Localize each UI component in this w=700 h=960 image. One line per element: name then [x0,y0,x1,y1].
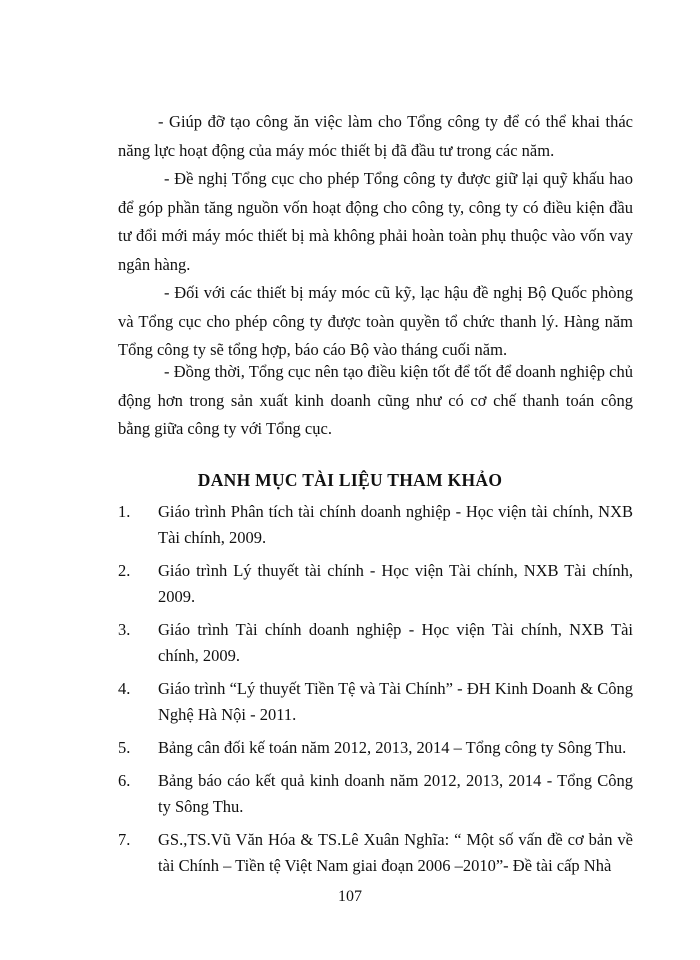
reference-number: 3. [118,620,131,639]
paragraph-job-creation: - Giúp đỡ tạo công ăn việc làm cho Tổng công ty để có thể khai thác năng lực hoạt động của máy móc thiết bị đã đầu tư trong các năm. [118,112,633,160]
reference-item [118,558,633,610]
reference-item [118,768,633,820]
paragraph-equipment-liquidation: - Đối với các thiết bị máy móc cũ kỹ, lạc hậu đề nghị Bộ Quốc phòng và Tổng cục cho phép công ty được toàn quyền tổ chức thanh lý. Hàng năm Tổng công ty sẽ tổng hợp, báo cáo Bộ vào tháng cuối năm. [118,283,633,360]
reference-item [118,735,633,761]
reference-number: 5. [118,738,131,757]
reference-list [118,499,633,886]
reference-item [118,499,633,551]
reference-text: Bảng báo cáo kết quả kinh doanh năm 2012, 2013, 2014 - Tổng Công ty Sông Thu. [158,771,633,816]
paragraph-depreciation-fund: - Đề nghị Tổng cục cho phép Tổng công ty được giữ lại quỹ khấu hao để góp phần tăng nguồn vốn hoạt động cho công ty, công ty có điều kiện đầu tư đổi mới máy móc thiết bị mà không phải hoàn toàn phụ thuộc vào vốn vay ngân hàng. [118,169,633,274]
reference-number: 2. [118,561,131,580]
reference-item [118,827,633,879]
reference-item [118,617,633,669]
references-heading: DANH MỤC TÀI LIỆU THAM KHẢO [197,470,503,490]
reference-number: 6. [118,771,131,790]
page-number: 107 [338,888,362,905]
reference-text: Giáo trình Tài chính doanh nghiệp - Học viện Tài chính, NXB Tài chính, 2009. [158,620,633,665]
reference-number: 7. [118,830,131,849]
reference-item [118,676,633,728]
reference-number: 4. [118,679,131,698]
paragraph-business-autonomy: - Đồng thời, Tổng cục nên tạo điều kiện tốt để tốt để doanh nghiệp chủ động hơn trong sản xuất kinh doanh cũng như có cơ chế thanh toán công bằng giữa công ty với Tổng cục. [118,362,633,439]
reference-text: GS.,TS.Vũ Văn Hóa & TS.Lê Xuân Nghĩa: “ Một số vấn đề cơ bản về tài Chính – Tiền tệ Việt Nam giai đoạn 2006 –2010”- Đề tài cấp Nhà [158,830,633,875]
reference-text: Giáo trình “Lý thuyết Tiền Tệ và Tài Chính” - ĐH Kinh Doanh & Công Nghệ Hà Nội - 2011. [158,679,633,724]
reference-text: Bảng cân đối kế toán năm 2012, 2013, 2014 – Tổng công ty Sông Thu. [158,738,627,757]
reference-text: Giáo trình Lý thuyết tài chính - Học viện Tài chính, NXB Tài chính, 2009. [158,561,633,606]
reference-number: 1. [118,502,131,521]
reference-text: Giáo trình Phân tích tài chính doanh nghiệp - Học viện tài chính, NXB Tài chính, 2009. [158,502,633,547]
